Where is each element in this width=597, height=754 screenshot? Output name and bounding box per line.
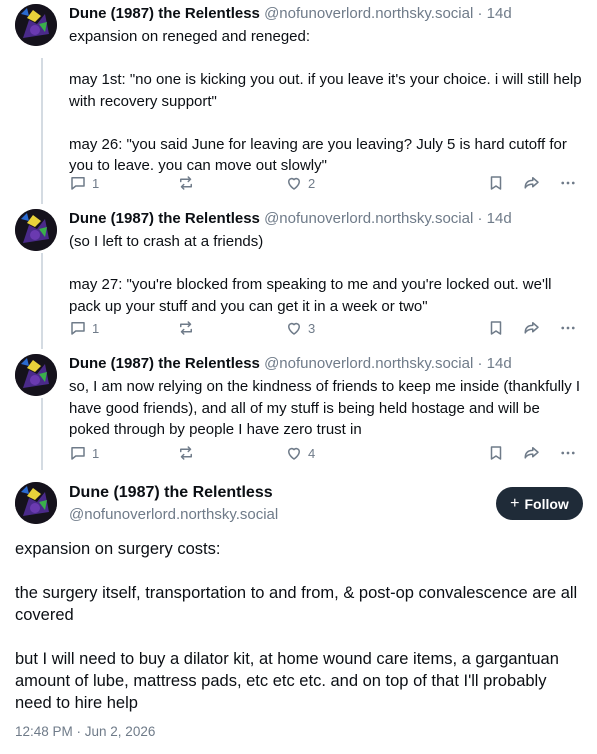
- reply-button[interactable]: [69, 174, 99, 192]
- post-time[interactable]: · 14d: [477, 5, 512, 22]
- like-button[interactable]: [285, 174, 315, 192]
- post-timestamp[interactable]: 12:48 PM · Jun 2, 2026: [15, 724, 156, 739]
- avatar-image: [15, 209, 57, 251]
- repost-icon: [177, 174, 195, 192]
- post-text: expansion on reneged and reneged: may 1st: "no one is kicking you out. if you leave it's your choice. i will still help with recovery support" may 26: "you said June for leaving are you leaving? July 5 is hard cutoff for you to leave. you can move out slowly": [69, 28, 582, 174]
- author-name[interactable]: Dune (1987) the Relentless: [69, 210, 260, 227]
- reply-count: 1: [92, 320, 100, 336]
- share-icon: [523, 319, 541, 337]
- avatar[interactable]: [15, 354, 57, 396]
- share-icon: [523, 174, 541, 192]
- avatar-image: [15, 354, 57, 396]
- like-count: 4: [308, 445, 316, 461]
- repost-icon: [177, 319, 195, 337]
- bookmark-icon: [487, 444, 505, 462]
- thread-post[interactable]: [0, 209, 597, 345]
- avatar[interactable]: [15, 4, 57, 46]
- post-header: [69, 4, 512, 24]
- post-text: (so I left to crash at a friends) may 27: "you're blocked from speaking to me and you're locked out. we'll pack up your stuff and you can get it in a week or two": [69, 233, 552, 315]
- more-icon: [559, 174, 577, 192]
- heart-icon: [285, 444, 303, 462]
- more-icon: [559, 444, 577, 462]
- more-icon: [559, 319, 577, 337]
- main-author-handle[interactable]: @nofunoverlord.northsky.social: [69, 506, 279, 523]
- heart-icon: [285, 174, 303, 192]
- follow-button[interactable]: [496, 487, 583, 520]
- post-header: [69, 209, 512, 229]
- more-button[interactable]: [559, 319, 577, 337]
- avatar-image: [15, 4, 57, 46]
- bookmark-button[interactable]: [487, 444, 505, 462]
- bookmark-button[interactable]: [487, 319, 505, 337]
- avatar[interactable]: [15, 209, 57, 251]
- post-actions: [69, 444, 584, 464]
- repost-button[interactable]: [177, 444, 195, 462]
- avatar[interactable]: [15, 482, 57, 524]
- author-handle[interactable]: @nofunoverlord.northsky.social: [264, 355, 474, 372]
- bookmark-icon: [487, 174, 505, 192]
- reply-count: 1: [92, 445, 100, 461]
- share-button[interactable]: [523, 319, 541, 337]
- reply-button[interactable]: [69, 319, 99, 337]
- author-handle[interactable]: @nofunoverlord.northsky.social: [264, 5, 474, 22]
- author-handle[interactable]: @nofunoverlord.northsky.social: [264, 210, 474, 227]
- like-count: 3: [308, 320, 316, 336]
- more-button[interactable]: [559, 444, 577, 462]
- bookmark-icon: [487, 319, 505, 337]
- reply-icon: [69, 444, 87, 462]
- reply-button[interactable]: [69, 444, 99, 462]
- post-header: [69, 354, 512, 374]
- follow-label: Follow: [524, 495, 569, 512]
- reply-icon: [69, 174, 87, 192]
- post-time[interactable]: · 14d: [477, 210, 512, 227]
- share-icon: [523, 444, 541, 462]
- heart-icon: [285, 319, 303, 337]
- repost-button[interactable]: [177, 174, 195, 192]
- reply-icon: [69, 319, 87, 337]
- main-author-name[interactable]: Dune (1987) the Relentless: [69, 484, 273, 501]
- thread-post[interactable]: [0, 354, 597, 466]
- like-count: 2: [308, 175, 316, 191]
- bookmark-button[interactable]: [487, 174, 505, 192]
- post-actions: [69, 319, 584, 339]
- more-button[interactable]: [559, 174, 577, 192]
- repost-button[interactable]: [177, 319, 195, 337]
- main-post-text: expansion on surgery costs: the surgery itself, transportation to and from, & post-op convalescence are all covered but I will need to buy a dilator kit, at home wound care items, a gargantuan amount of lube, mattress pads, etc etc etc. and on top of that I'll probably need to hire help: [15, 540, 578, 712]
- post-time[interactable]: · 14d: [477, 355, 512, 372]
- thread-post[interactable]: [0, 4, 597, 200]
- repost-icon: [177, 444, 195, 462]
- avatar-image: [15, 482, 57, 524]
- like-button[interactable]: [285, 319, 315, 337]
- reply-count: 1: [92, 175, 100, 191]
- author-name[interactable]: Dune (1987) the Relentless: [69, 5, 260, 22]
- plus-icon: +: [510, 494, 520, 512]
- like-button[interactable]: [285, 444, 315, 462]
- author-name[interactable]: Dune (1987) the Relentless: [69, 355, 260, 372]
- post-actions: [69, 174, 584, 194]
- post-text: so, I am now relying on the kindness of friends to keep me inside (thankfully I have good friends), and all of my stuff is being held hostage and will be poked through by people I have zero trust in: [69, 378, 585, 438]
- share-button[interactable]: [523, 444, 541, 462]
- share-button[interactable]: [523, 174, 541, 192]
